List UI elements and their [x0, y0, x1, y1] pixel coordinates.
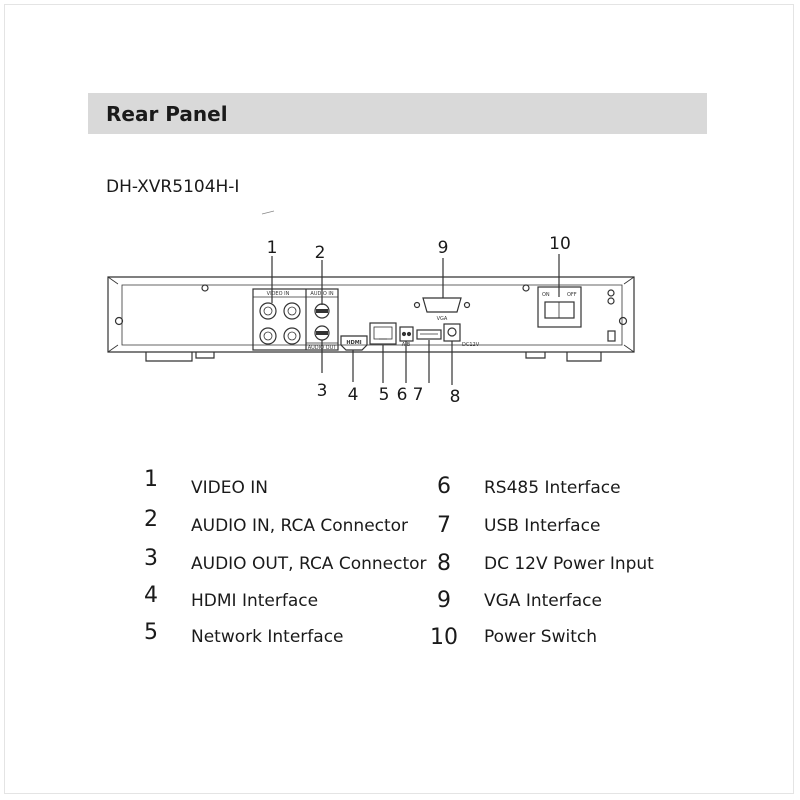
legend-number: 6 — [437, 474, 451, 499]
legend-label: VGA Interface — [484, 591, 602, 611]
video-in-panel-label: VIDEO IN — [266, 291, 290, 297]
callout-4: 4 — [347, 385, 359, 405]
legend-label: Power Switch — [484, 627, 598, 647]
foot-right-1 — [526, 352, 545, 358]
legend-label: AUDIO OUT, RCA Connector — [191, 554, 427, 574]
usb-port — [417, 330, 441, 339]
stray-mark — [262, 211, 274, 214]
side-latch — [608, 331, 615, 341]
section-title: Rear Panel — [106, 102, 228, 126]
audio-out-panel-label: AUDIO OUT — [307, 345, 337, 351]
legend-number: 9 — [437, 588, 451, 613]
av-connector-block — [253, 289, 338, 350]
screw-top-1 — [202, 285, 208, 291]
legend-label: RS485 Interface — [484, 478, 621, 498]
legend-label: DC 12V Power Input — [484, 554, 654, 574]
screw-top-2 — [523, 285, 529, 291]
bnc-connector-2 — [284, 303, 300, 319]
legend-label: USB Interface — [484, 516, 601, 536]
legend-label: Network Interface — [191, 627, 344, 647]
callout-9: 9 — [437, 238, 449, 258]
callout-1: 1 — [266, 238, 278, 258]
callout-3: 3 — [316, 381, 328, 401]
foot-right-2 — [567, 352, 601, 361]
switch-off-label: OFF — [567, 292, 577, 298]
callout-7: 7 — [412, 385, 424, 405]
legend-label: AUDIO IN, RCA Connector — [191, 516, 409, 536]
bnc-connector-3 — [260, 328, 276, 344]
legend-number: 5 — [144, 620, 158, 645]
dc12v-power-input — [444, 324, 460, 341]
foot-left-1 — [146, 352, 192, 361]
callout-2: 2 — [314, 243, 326, 263]
switch-on-label: ON — [542, 292, 550, 298]
dc12v-panel-label: DC12V — [462, 342, 480, 348]
legend-number: 2 — [144, 507, 158, 532]
legend-number: 4 — [144, 583, 158, 608]
vga-panel-label: VGA — [436, 316, 448, 322]
legend-number: 10 — [430, 625, 458, 650]
bnc-connector-4 — [284, 328, 300, 344]
legend-number: 3 — [144, 546, 158, 571]
foot-left-2 — [196, 352, 214, 358]
legend-label: HDMI Interface — [191, 591, 319, 611]
callout-5: 5 — [378, 385, 390, 405]
chassis-outline — [108, 277, 634, 352]
callout-6: 6 — [396, 385, 408, 405]
ground-terminal — [608, 290, 614, 296]
screw-left — [116, 318, 123, 325]
hdmi-panel-label: HDMI — [346, 340, 362, 346]
power-switch — [545, 302, 574, 318]
legend-number: 8 — [437, 551, 451, 576]
legend-number: 1 — [144, 467, 158, 492]
rs485-panel-label: A B — [401, 342, 411, 348]
vga-port — [423, 298, 461, 312]
screw-right — [620, 318, 627, 325]
callout-8: 8 — [449, 387, 461, 407]
bnc-connector-1 — [260, 303, 276, 319]
audio-in-panel-label: AUDIO IN — [310, 291, 334, 297]
model-name: DH-XVR5104H-I — [106, 177, 240, 197]
callout-10: 10 — [549, 234, 571, 254]
legend-number: 7 — [437, 513, 451, 538]
legend-label: VIDEO IN — [191, 478, 268, 498]
